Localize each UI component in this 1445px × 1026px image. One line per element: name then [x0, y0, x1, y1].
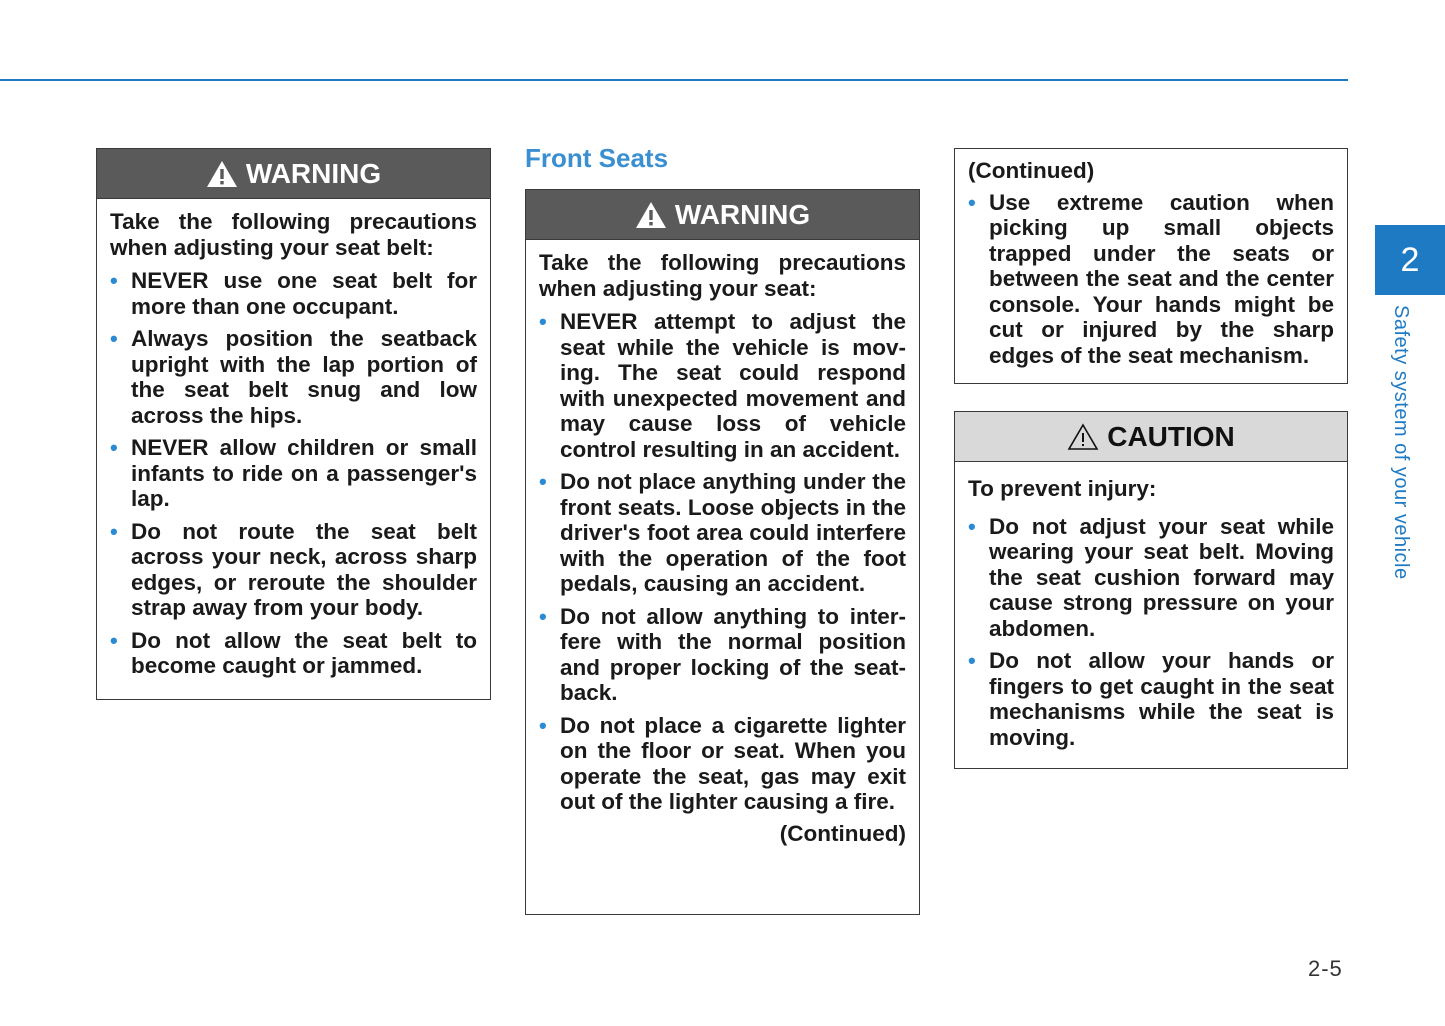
list-item — [539, 469, 906, 597]
list-item — [968, 514, 1334, 642]
bullet-dot-icon: • — [968, 513, 976, 539]
list-item — [110, 628, 477, 679]
list-item-text: Do not place a cigarette lighter on the floor or seat. When you operate the seat, gas may exit out of the lighter causing a fire. — [560, 712, 906, 814]
list-item-text: Do not route the seat belt across your neck, across sharp edges, or reroute the shoulder strap away from your body. — [131, 518, 477, 620]
continued-box — [954, 148, 1348, 384]
list-item — [968, 648, 1334, 750]
warning-box-seat-belt — [96, 148, 491, 700]
continued-label: (Continued) — [968, 158, 1095, 183]
bullet-dot-icon: • — [110, 326, 118, 351]
warning-body — [97, 199, 490, 691]
caution-header — [955, 412, 1347, 462]
header-rule — [0, 79, 1348, 81]
warning-header-label: WARNING — [674, 198, 811, 230]
bullet-dot-icon: • — [110, 627, 118, 653]
bullet-dot-icon: • — [110, 435, 118, 460]
page-number: 2-5 — [1308, 956, 1343, 981]
list-item-text: NEVER use one seat belt for more than one occupant. — [131, 268, 477, 319]
list-item — [110, 519, 477, 621]
bullet-dot-icon: • — [110, 268, 118, 293]
list-item-text: Do not allow anything to interfere with the normal position and proper locking of the seatback. — [560, 603, 906, 705]
caution-list — [968, 514, 1334, 751]
list-item-text: Do not adjust your seat while wearing your seat belt. Moving the seat cushion forward may cause strong pressure on your abdomen. — [989, 513, 1334, 641]
warning-triangle-icon — [635, 201, 667, 229]
continued-body — [955, 149, 1347, 380]
caution-box — [954, 411, 1348, 769]
section-title: Front Seats — [525, 143, 669, 173]
list-item-text: NEVER allow children or small infants to ride on a passenger's lap. — [131, 435, 477, 511]
list-item — [539, 713, 906, 815]
caution-header-label: CAUTION — [1107, 420, 1235, 452]
list-item — [968, 190, 1334, 369]
chapter-label: Safety system of your vehicle — [1390, 305, 1412, 580]
warning-intro: Take the following precautions when adjusting your seat belt: — [110, 209, 477, 260]
list-item-text: Do not place anything under the front seats. Loose objects in the driver's foot area could interfere with the operation of the foot pedals, causing an accident. — [560, 469, 906, 596]
caution-triangle-icon — [1067, 423, 1099, 451]
bullet-dot-icon: • — [110, 518, 118, 544]
warning-list — [539, 309, 906, 815]
list-item-text: Use extreme caution when picking up small objects trapped under the seats or between the seat and the center console. Your hands might be cut or injured by the sharp edges of the seat mechanism. — [989, 189, 1334, 368]
list-item-text: Do not allow the seat belt to become caught or jammed. — [131, 627, 477, 678]
list-item — [110, 268, 477, 319]
warning-header-label: WARNING — [245, 157, 382, 189]
list-item — [539, 309, 906, 462]
warning-body — [526, 240, 919, 858]
bullet-dot-icon: • — [968, 648, 976, 673]
list-item-text: Always position the seatback upright with the lap portion of the seat belt snug and low across the hips. — [131, 326, 477, 428]
warning-header — [526, 190, 919, 240]
warning-list — [110, 268, 477, 679]
list-item — [110, 435, 477, 512]
warning-box-seat — [525, 189, 920, 915]
warning-header — [97, 149, 490, 199]
chapter-number: 2 — [1400, 240, 1420, 279]
list-item-text: Do not allow your hands or fingers to get caught in the seat mechanisms while the seat is moving. — [989, 648, 1334, 750]
warning-triangle-icon — [206, 160, 238, 188]
bullet-dot-icon: • — [539, 469, 547, 494]
list-item — [539, 604, 906, 706]
continued-label: (Continued) — [779, 820, 906, 846]
bullet-dot-icon: • — [539, 712, 547, 738]
caution-intro: To prevent injury: — [968, 476, 1157, 501]
list-item-text: NEVER attempt to adjust the seat while the vehicle is moving. The seat could respond with unexpected movement and may cause loss of vehicle control resulting in an accident. — [560, 309, 906, 462]
continued-list — [968, 190, 1334, 369]
chapter-tab — [1375, 225, 1445, 295]
list-item — [110, 326, 477, 428]
caution-body — [955, 462, 1347, 762]
warning-intro: Take the following precautions when adjusting your seat: — [539, 250, 906, 301]
bullet-dot-icon: • — [539, 309, 547, 334]
bullet-dot-icon: • — [539, 603, 547, 629]
bullet-dot-icon: • — [968, 189, 976, 215]
